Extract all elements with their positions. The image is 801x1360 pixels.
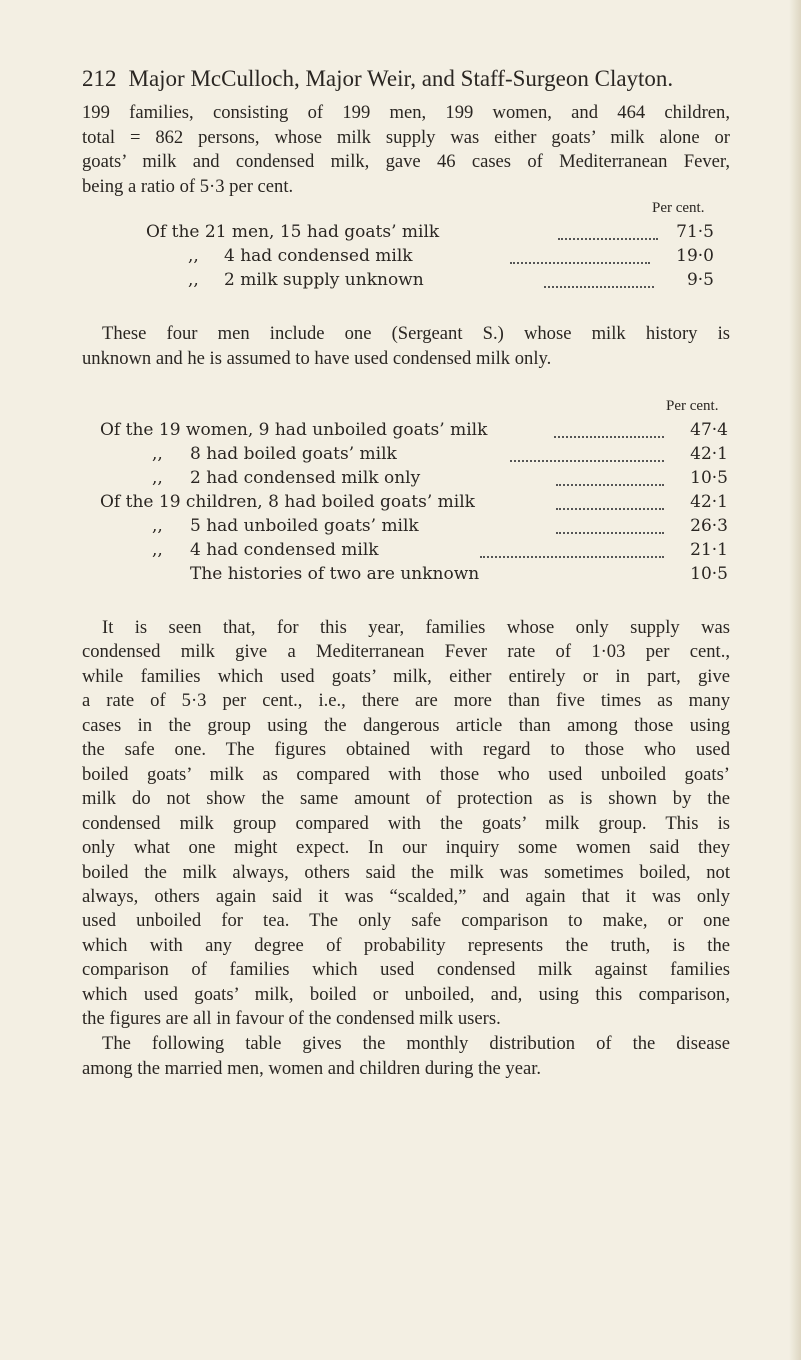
text-line: total = 862 persons, whose milk supply was either goats’ milk alone or — [82, 126, 730, 148]
running-header — [82, 66, 732, 92]
row-value: 42·1 — [690, 492, 728, 512]
row-label: 2 milk supply unknown — [224, 270, 424, 290]
row-label: 8 had boiled goats’ milk — [190, 444, 397, 464]
table-row — [100, 420, 740, 444]
leader-dots — [556, 498, 664, 510]
text-line: These four men include one (Sergeant S.) whose milk history is — [102, 323, 730, 344]
running-title: Major McCulloch, Major Weir, and Staff-Surgeon Clayton. — [128, 66, 674, 91]
text-line: condensed milk group compared with the goats’ milk group. This is — [82, 812, 730, 834]
leader-dots — [554, 426, 664, 438]
row-label: 5 had unboiled goats’ milk — [190, 516, 419, 536]
row-label: Of the 21 men, 15 had goats’ milk — [146, 222, 440, 242]
row-label: 4 had condensed milk — [190, 540, 379, 560]
paragraph-four-men — [82, 322, 730, 371]
row-label: The histories of two are unknown — [190, 564, 480, 584]
per-cent-heading: Per cent. — [666, 398, 719, 414]
leader-dots — [480, 546, 664, 558]
leader-dots — [510, 252, 650, 264]
text-line: unknown and he is assumed to have used condensed milk only. — [82, 347, 552, 369]
text-line: 199 families, consisting of 199 men, 199 women, and 464 children, — [82, 102, 730, 123]
text-line: goats’ milk and condensed milk, gave 46 cases of Mediterranean Fever, — [82, 151, 730, 173]
table-row — [100, 540, 740, 564]
text-line: boiled the milk always, others said the milk was sometimes boiled, not — [82, 861, 730, 883]
ditto-mark: ,, — [188, 270, 199, 290]
table-row — [146, 270, 736, 294]
text-line: cases in the group using the dangerous article than among those using — [82, 714, 730, 736]
text-line: It is seen that, for this year, families whose only supply was — [102, 617, 730, 638]
text-line: among the married men, women and children during the year. — [82, 1057, 542, 1079]
leader-dots — [556, 474, 664, 486]
ditto-mark: ,, — [152, 444, 163, 464]
row-label: Of the 19 children, 8 had boiled goats’ milk — [100, 492, 475, 512]
row-value: 26·3 — [690, 516, 728, 536]
paragraph-families-summary — [82, 101, 730, 199]
text-line: comparison of families which used condensed milk against families — [82, 959, 730, 981]
row-value: 42·1 — [690, 444, 728, 464]
leader-dots — [558, 228, 658, 240]
text-line: a rate of 5·3 per cent., i.e., there are more than five times as many — [82, 690, 730, 712]
per-cent-heading: Per cent. — [652, 200, 705, 216]
page-number: 212 — [82, 66, 117, 91]
row-value: 9·5 — [686, 270, 714, 290]
text-line: which with any degree of probability represents the truth, is the — [82, 934, 730, 956]
text-line: the figures are all in favour of the condensed milk users. — [82, 1008, 501, 1030]
text-line: being a ratio of 5·3 per cent. — [82, 175, 294, 197]
table-row — [146, 222, 736, 246]
leader-dots — [510, 450, 664, 462]
row-label: 4 had condensed milk — [224, 246, 413, 266]
row-label: Of the 19 women, 9 had unboiled goats’ milk — [100, 420, 488, 440]
table-row — [100, 444, 740, 468]
text-line: milk do not show the same amount of protection as is shown by the — [82, 788, 730, 810]
table-row — [146, 246, 736, 270]
ditto-mark: ,, — [152, 516, 163, 536]
text-line: while families which used goats’ milk, either entirely or in part, give — [82, 665, 730, 687]
table-row — [100, 516, 740, 540]
text-line: always, others again said it was “scalded,” and again that it was only — [82, 885, 730, 907]
ditto-mark: ,, — [152, 468, 163, 488]
row-value: 21·1 — [690, 540, 728, 560]
table-row — [100, 492, 740, 516]
table-row — [100, 468, 740, 492]
text-line: boiled goats’ milk as compared with those who used unboiled goats’ — [82, 763, 730, 785]
row-label: 2 had condensed milk only — [190, 468, 421, 488]
leader-dots — [544, 276, 654, 288]
row-value: 10·5 — [690, 468, 728, 488]
text-line: condensed milk give a Mediterranean Fever rate of 1·03 per cent., — [82, 641, 730, 663]
paragraph-discussion — [82, 616, 730, 1032]
text-line: the safe one. The figures obtained with regard to those who used — [82, 739, 730, 761]
leader-dots — [556, 522, 664, 534]
page-edge-shadow — [789, 0, 801, 1360]
table-row — [100, 564, 740, 588]
paragraph-following-table — [82, 1032, 730, 1081]
ditto-mark: ,, — [152, 540, 163, 560]
row-value: 71·5 — [676, 222, 714, 242]
text-line: The following table gives the monthly distribution of the disease — [102, 1033, 730, 1054]
row-value: 47·4 — [690, 420, 728, 440]
text-line: only what one might expect. In our inquiry some women said they — [82, 837, 730, 859]
text-line: used unboiled for tea. The only safe comparison to make, or one — [82, 910, 730, 932]
text-line: which used goats’ milk, boiled or unboiled, and, using this comparison, — [82, 983, 730, 1005]
row-value: 10·5 — [690, 564, 728, 584]
ditto-mark: ,, — [188, 246, 199, 266]
row-value: 19·0 — [676, 246, 714, 266]
